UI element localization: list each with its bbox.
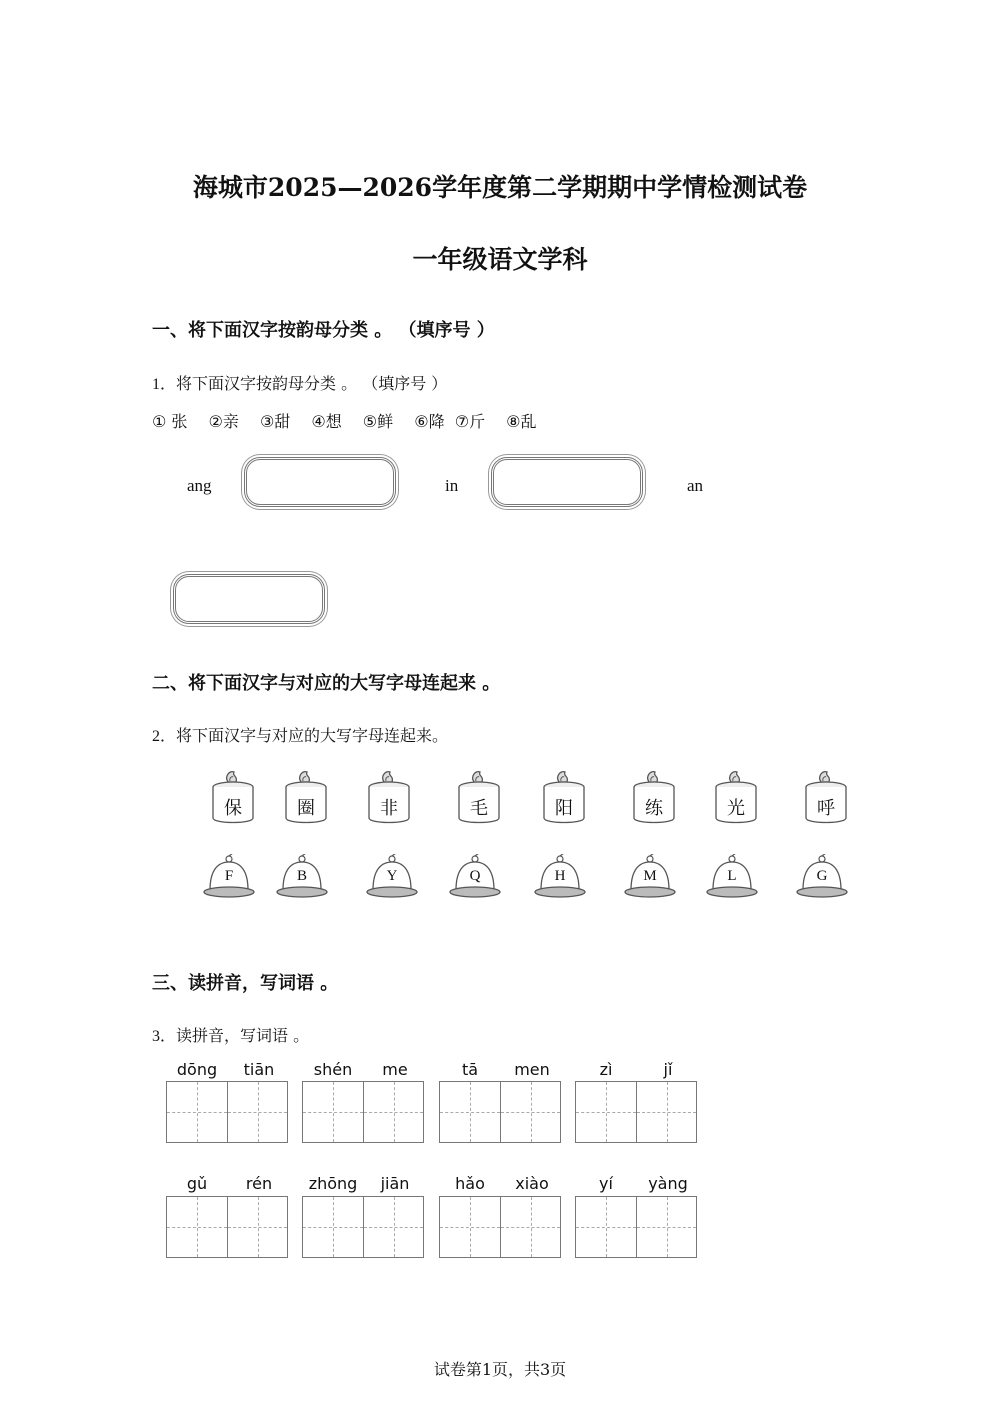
writing-grid[interactable] xyxy=(302,1196,424,1258)
pinyin-syllable: jǐ xyxy=(663,1060,673,1079)
writing-cell[interactable] xyxy=(363,1082,423,1142)
writing-cell[interactable] xyxy=(363,1197,423,1257)
writing-cell[interactable] xyxy=(636,1197,696,1257)
section-1-heading: 一、将下面汉字按韵母分类 。 （填序号 ） xyxy=(152,320,495,341)
answer-box-ang[interactable] xyxy=(244,457,396,507)
writing-cell[interactable] xyxy=(440,1082,500,1142)
bell-letter: L xyxy=(727,868,737,884)
writing-grid[interactable] xyxy=(575,1081,697,1143)
char-pot[interactable] xyxy=(366,768,412,826)
writing-cell[interactable] xyxy=(440,1197,500,1257)
letter-bell[interactable] xyxy=(533,854,587,900)
question-3 xyxy=(152,1023,309,1046)
question-text: 将下面汉字按韵母分类 。 （填序号 ） xyxy=(176,374,448,393)
char-pot[interactable] xyxy=(283,768,329,826)
writing-cell[interactable] xyxy=(500,1082,560,1142)
writing-grid[interactable] xyxy=(166,1196,288,1258)
writing-cell[interactable] xyxy=(167,1197,227,1257)
rime-label-ang: ang xyxy=(187,476,212,495)
pinyin-syllable: gǔ xyxy=(186,1174,208,1193)
pinyin-syllable: me xyxy=(382,1060,408,1079)
question-number: 1． xyxy=(152,376,177,393)
question-text: 将下面汉字与对应的大写字母连起来。 xyxy=(176,726,449,745)
writing-cell[interactable] xyxy=(303,1082,363,1142)
pot-character: 毛 xyxy=(470,798,488,819)
writing-cell[interactable] xyxy=(500,1197,560,1257)
pinyin-syllable: tā xyxy=(461,1060,479,1079)
letter-bell[interactable] xyxy=(365,854,419,900)
writing-grid[interactable] xyxy=(302,1081,424,1143)
letter-bell[interactable] xyxy=(275,854,329,900)
bell-letter: G xyxy=(816,868,828,884)
pinyin-syllable: yàng xyxy=(648,1174,688,1193)
char-pot[interactable] xyxy=(631,768,677,826)
writing-grid[interactable] xyxy=(166,1081,288,1143)
letter-bell[interactable] xyxy=(795,854,849,900)
pot-character: 圈 xyxy=(297,798,315,819)
pot-character: 非 xyxy=(380,798,398,819)
exam-title: 海城市2025—2026学年度第二学期期中学情检测试卷 xyxy=(192,173,808,202)
letter-bell[interactable] xyxy=(448,854,502,900)
question-text: 读拼音，写词语 。 xyxy=(176,1026,310,1045)
char-pot[interactable] xyxy=(803,768,849,826)
answer-box-in[interactable] xyxy=(491,457,643,507)
pinyin-syllable: yí xyxy=(599,1174,613,1193)
pinyin-syllable: tiān xyxy=(243,1060,275,1079)
pinyin-syllable: hǎo xyxy=(455,1174,485,1193)
bell-letter: B xyxy=(296,868,307,884)
pinyin-syllable: xiào xyxy=(515,1174,549,1193)
exam-subtitle: 一年级语文学科 xyxy=(412,245,588,274)
writing-grid[interactable] xyxy=(439,1196,561,1258)
pinyin-syllable: zì xyxy=(599,1060,613,1079)
bell-letter: F xyxy=(224,868,234,884)
pot-character: 保 xyxy=(224,798,242,819)
char-pot[interactable] xyxy=(210,768,256,826)
pot-character: 光 xyxy=(727,798,745,819)
character-options: ① 张 ②亲 ③甜 ④想 ⑤鲜 ⑥降 ⑦斤 ⑧乱 xyxy=(152,412,537,431)
section-2-heading: 二、将下面汉字与对应的大写字母连起来 。 xyxy=(152,673,501,694)
pot-character: 练 xyxy=(645,798,663,819)
pinyin-syllable: jiān xyxy=(380,1174,410,1193)
char-pot[interactable] xyxy=(456,768,502,826)
letter-bell[interactable] xyxy=(705,854,759,900)
writing-cell[interactable] xyxy=(227,1197,287,1257)
question-1 xyxy=(152,371,447,394)
writing-cell[interactable] xyxy=(303,1197,363,1257)
writing-grid[interactable] xyxy=(439,1081,561,1143)
writing-cell[interactable] xyxy=(576,1082,636,1142)
pinyin-syllable: shén xyxy=(313,1060,353,1079)
bell-letter: H xyxy=(554,868,566,884)
bell-letter: M xyxy=(643,868,657,884)
writing-cell[interactable] xyxy=(227,1082,287,1142)
question-number: 2． xyxy=(152,728,177,745)
writing-cell[interactable] xyxy=(636,1082,696,1142)
letter-bell[interactable] xyxy=(202,854,256,900)
pinyin-syllable: men xyxy=(514,1060,550,1079)
writing-cell[interactable] xyxy=(576,1197,636,1257)
bell-letter: Q xyxy=(469,868,481,884)
pinyin-syllable: rén xyxy=(245,1174,273,1193)
letter-bell[interactable] xyxy=(623,854,677,900)
rime-label-an: an xyxy=(687,476,704,495)
page-footer: 试卷第1页，共3页 xyxy=(433,1360,567,1379)
writing-cell[interactable] xyxy=(167,1082,227,1142)
section-3-heading: 三、读拼音，写词语 。 xyxy=(152,973,339,994)
char-pot[interactable] xyxy=(713,768,759,826)
char-pot[interactable] xyxy=(541,768,587,826)
pinyin-syllable: zhōng xyxy=(308,1174,358,1193)
rime-label-in: in xyxy=(445,476,459,495)
bell-letter: Y xyxy=(386,868,398,884)
question-number: 3． xyxy=(152,1028,177,1045)
writing-grid[interactable] xyxy=(575,1196,697,1258)
pot-character: 阳 xyxy=(555,798,573,819)
answer-box-an[interactable] xyxy=(173,574,325,624)
pot-character: 呼 xyxy=(817,798,835,819)
question-2 xyxy=(152,723,448,746)
pinyin-syllable: dōng xyxy=(176,1060,218,1079)
